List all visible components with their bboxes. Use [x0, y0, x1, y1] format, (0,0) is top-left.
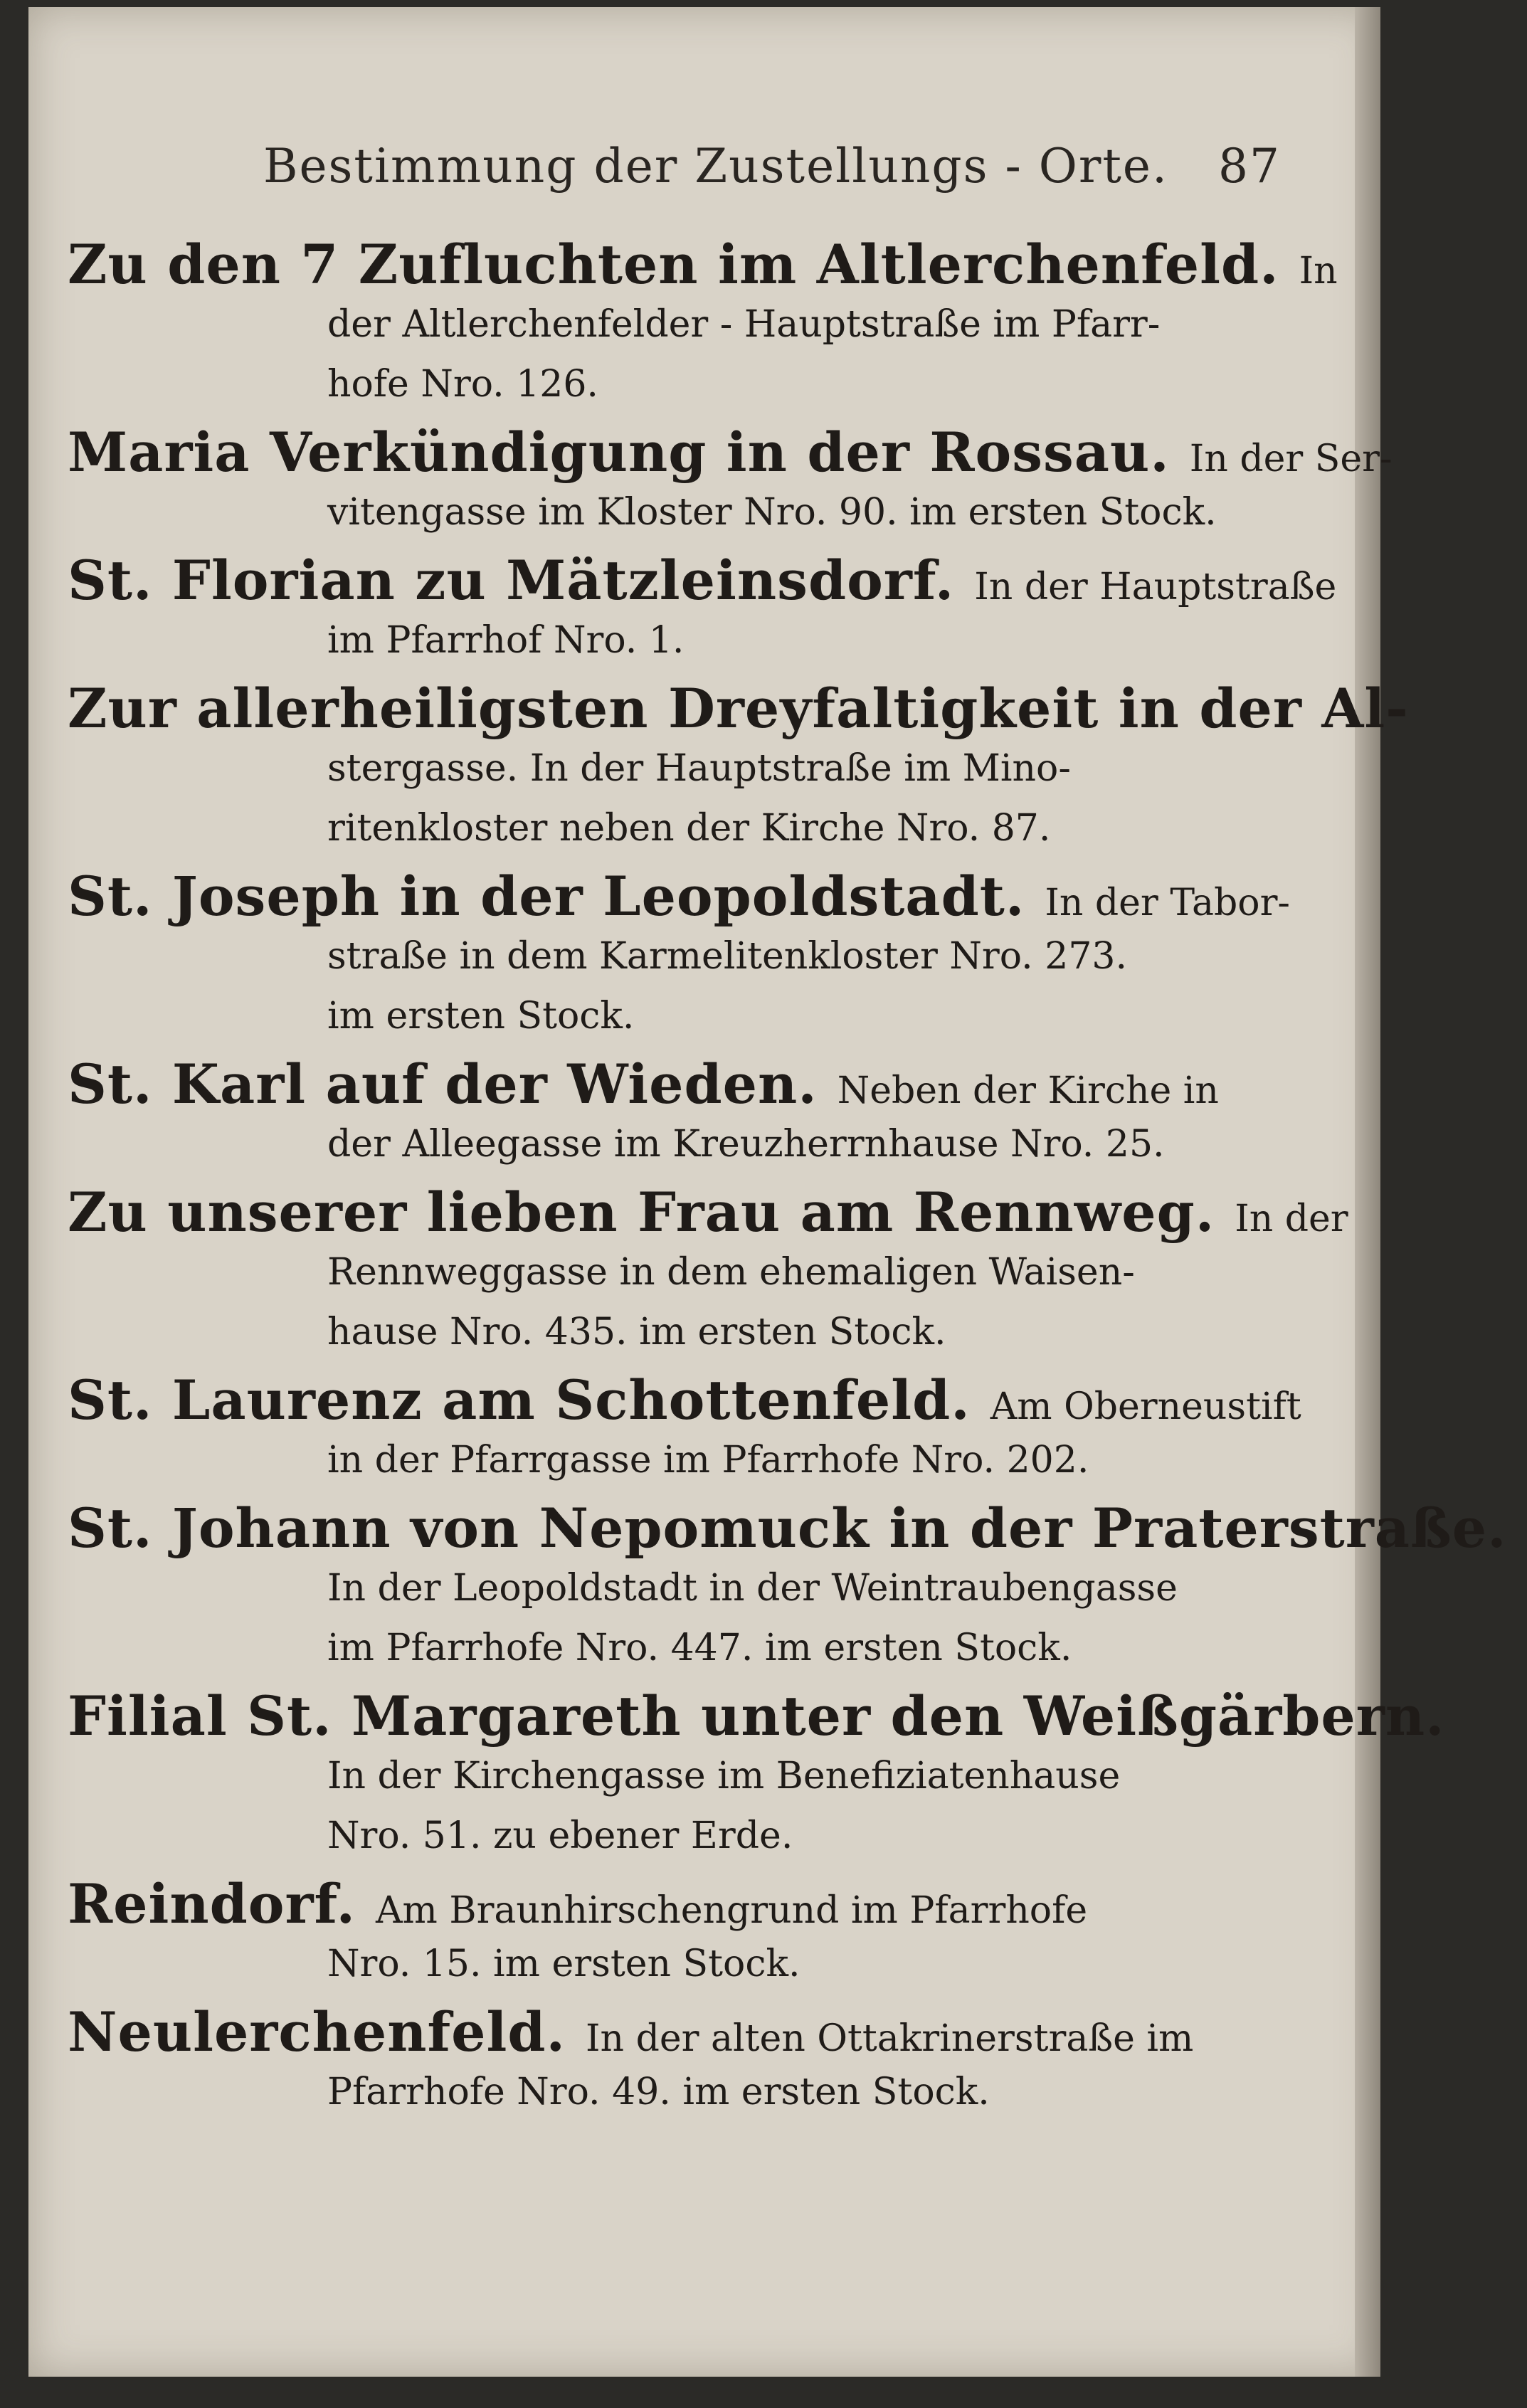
entry-text-line: Nro. 51. zu ebener Erde.: [327, 1815, 793, 1857]
address-entry: [68, 1368, 1301, 1490]
entry-text-line: hofe Nro. 126.: [327, 363, 598, 406]
address-entry: [68, 867, 1288, 1046]
entry-text-line: im Pfarrhof Nro. 1.: [327, 619, 685, 662]
entry-heading: Zu unserer lieben Frau am Rennweg.: [68, 1181, 1215, 1244]
entry-text: Am Braunhirschengrund im Pfarrhofe: [375, 1889, 1088, 1932]
entry-first-line: [68, 421, 1393, 484]
entry-text-line: straße in dem Karmelitenkloster Nro. 273.: [327, 935, 1128, 978]
entry-first-line: [68, 1368, 1301, 1432]
entry-text-line: Pfarrhofe Nro. 49. im ersten Stock.: [327, 2071, 990, 2113]
entry-text: In: [1299, 250, 1338, 292]
entry-text: In der Hauptstraße: [974, 566, 1337, 608]
book-page: [28, 7, 1507, 2377]
entry-text: In der alten Ottakrinerstraße im: [586, 2017, 1194, 2060]
entry-heading: Zur allerheiligsten Dreyfaltigkeit in der Al-: [68, 677, 1409, 740]
entry-text-line: Nro. 15. im ersten Stock.: [327, 1943, 801, 1985]
address-entry: [68, 1496, 1507, 1678]
entry-text-line: ritenkloster neben der Kirche Nro. 87.: [327, 807, 1051, 850]
entry-text-line: in der Pfarrgasse im Pfarrhofe Nro. 202.: [327, 1439, 1089, 1482]
address-entry: [68, 1181, 1348, 1362]
entry-heading: St. Florian zu Mätzleinsdorf.: [68, 549, 955, 612]
entry-list: [68, 233, 1507, 2130]
entry-heading: St. Karl auf der Wieden.: [68, 1052, 818, 1116]
entry-text: Am Oberneustift: [990, 1385, 1301, 1428]
address-entry: [68, 1874, 1288, 1994]
entry-text-line: stergasse. In der Hauptstraße im Mino-: [327, 747, 1071, 790]
entry-first-line: [68, 1052, 1288, 1116]
address-entry: [68, 549, 1337, 670]
address-entry: [68, 677, 1409, 858]
entry-first-line: [68, 1684, 1445, 1748]
entry-text: Neben der Kirche in: [837, 1070, 1219, 1112]
address-entry: [68, 233, 1338, 414]
address-entry: [68, 1052, 1288, 1174]
entry-text-line: In der Leopoldstadt in der Weintraubengasse: [327, 1567, 1178, 1610]
entry-heading: St. Joseph in der Leopoldstadt.: [68, 865, 1025, 928]
running-title: Bestimmung der Zustellungs - Orte.: [263, 139, 1168, 194]
entry-first-line: [68, 1181, 1348, 1244]
entry-first-line: [68, 2002, 1288, 2062]
entry-text: In der Ser-: [1189, 438, 1393, 480]
entry-heading: St. Laurenz am Schottenfeld.: [68, 1368, 971, 1432]
entry-heading: St. Johann von Nepomuck in der Praterstraße.: [68, 1496, 1507, 1560]
entry-text-line: Rennweggasse in dem ehemaligen Waisen-: [327, 1251, 1135, 1294]
running-header: [263, 132, 1281, 210]
entry-text: In der: [1235, 1198, 1348, 1240]
address-entry: [68, 421, 1393, 542]
entry-text-line: In der Kirchengasse im Benefiziatenhause: [327, 1755, 1121, 1797]
page-number: 87: [1218, 139, 1281, 194]
entry-text-line: der Altlerchenfelder - Hauptstraße im Pfarr-: [327, 303, 1161, 346]
entry-heading: Reindorf.: [68, 1872, 356, 1936]
page-gutter: [1355, 7, 1380, 2377]
entry-heading: Zu den 7 Zufluchten im Altlerchenfeld.: [68, 233, 1279, 296]
entry-first-line: [68, 677, 1409, 740]
entry-first-line: [68, 1874, 1288, 1934]
entry-text: In der Tabor-: [1045, 882, 1290, 924]
entry-text-line: im ersten Stock.: [327, 995, 635, 1037]
address-entry: [68, 2002, 1288, 2122]
entry-text-line: hause Nro. 435. im ersten Stock.: [327, 1311, 946, 1353]
entry-heading: Maria Verkündigung in der Rossau.: [68, 421, 1170, 484]
address-entry: [68, 1684, 1445, 1866]
entry-text-line: vitengasse im Kloster Nro. 90. im ersten Stock.: [327, 491, 1217, 534]
entry-heading: Filial St. Margareth unter den Weißgärbern.: [68, 1684, 1445, 1748]
entry-first-line: [68, 867, 1288, 926]
entry-text-line: der Alleegasse im Kreuzherrnhause Nro. 25.: [327, 1123, 1165, 1166]
entry-text-line: im Pfarrhofe Nro. 447. im ersten Stock.: [327, 1627, 1072, 1669]
entry-first-line: [68, 549, 1337, 612]
entry-heading: Neulerchenfeld.: [68, 2000, 566, 2064]
entry-first-line: [68, 233, 1338, 296]
entry-first-line: [68, 1496, 1507, 1560]
